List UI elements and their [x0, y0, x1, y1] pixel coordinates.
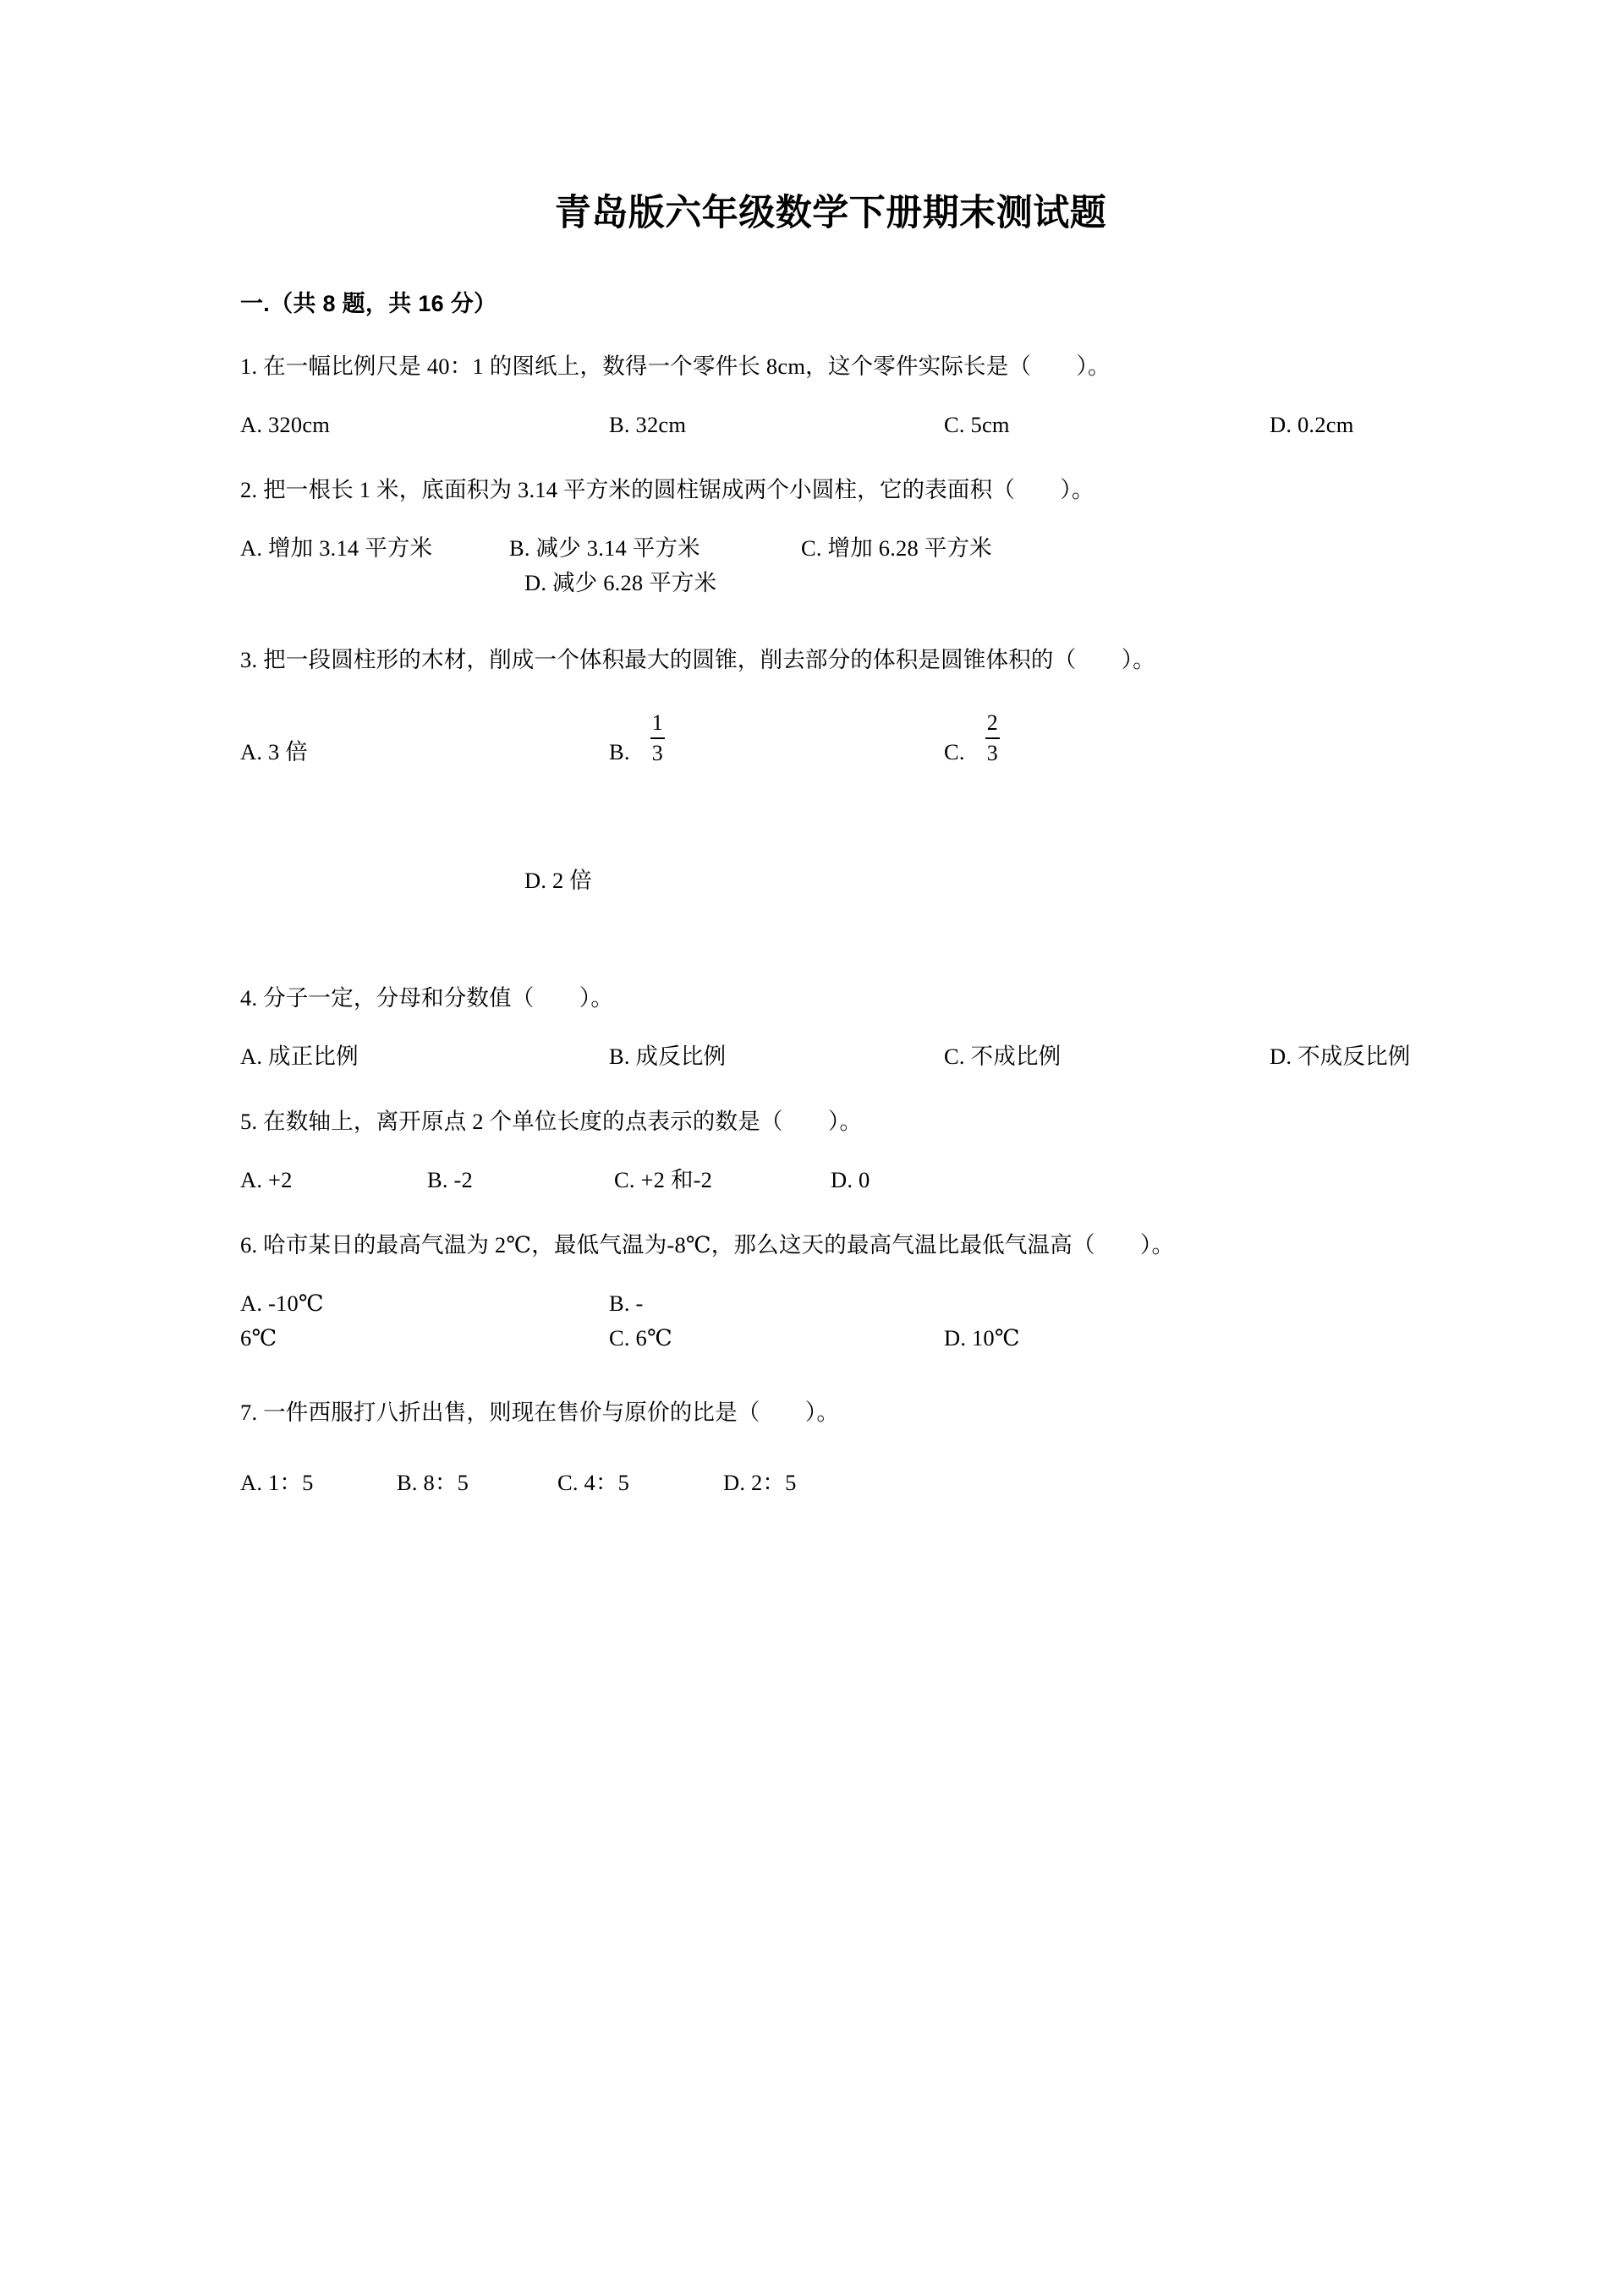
question-3-option-c[interactable] [944, 710, 1001, 789]
question-2-option-c[interactable]: C. 增加 6.28 平方米 [801, 535, 992, 562]
question-5-option-d[interactable]: D. 0 [831, 1167, 870, 1193]
question-4-option-c[interactable]: C. 不成比例 [944, 1044, 1062, 1070]
question-7-option-d[interactable]: D. 2：5 [723, 1469, 797, 1495]
question-5 [240, 1104, 1421, 1197]
question-6-option-c[interactable]: C. 6℃ [609, 1325, 672, 1351]
question-1-option-d-part1[interactable]: D. 0.2c [1270, 411, 1336, 437]
question-1 [240, 349, 1421, 442]
question-2-stem: 2. 把一根长 1 米，底面积为 3.14 平方米的圆柱锯成两个小圆柱，它的表面积（ ）。 [240, 476, 1095, 502]
question-2-option-a[interactable]: A. 增加 3.14 平方米 [240, 535, 433, 562]
question-2 [240, 473, 1421, 600]
fraction-one-third-icon [649, 711, 667, 765]
question-2-option-b[interactable]: B. 减少 3.14 平方米 [509, 535, 700, 562]
fraction-two-thirds-icon [984, 711, 1001, 765]
page-title: 青岛版六年级数学下册期末测试题 [554, 193, 1107, 233]
question-4-stem: 4. 分子一定，分母和分数值（ ）。 [240, 985, 614, 1011]
question-6-options [240, 1286, 1421, 1356]
question-7-options [240, 1466, 1421, 1500]
fraction-bar [985, 737, 1000, 739]
question-2-option-d[interactable]: D. 减少 6.28 平方米 [524, 570, 717, 596]
question-4-option-b[interactable]: B. 成反比例 [609, 1044, 727, 1070]
question-5-option-c[interactable]: C. +2 和-2 [614, 1167, 713, 1193]
question-7-stem: 7. 一件西服打八折出售，则现在售价与原价的比是（ ）。 [240, 1399, 840, 1425]
question-4-option-d-part1[interactable]: D. 不成反 [1270, 1044, 1366, 1070]
question-3-option-c-numerator: 2 [986, 710, 998, 736]
question-4-option-a[interactable]: A. 成正比例 [240, 1044, 359, 1070]
question-1-stem: 1. 在一幅比例尺是 40：1 的图纸上，数得一个零件长 8cm，这个零件实际长是（ ）。 [240, 353, 1111, 379]
question-1-option-c[interactable]: C. 5cm [944, 411, 1010, 437]
question-3-option-d[interactable]: D. 2 倍 [524, 868, 592, 894]
fraction-bar [650, 737, 665, 739]
section-header: 一.（共 8 题，共 16 分） [240, 290, 497, 316]
question-6-stem: 6. 哈市某日的最高气温为 2℃，最低气温为-8℃，那么这天的最高气温比最低气温高（ ）。 [240, 1232, 1175, 1258]
question-1-option-b[interactable]: B. 32cm [609, 411, 687, 437]
question-3-option-c-label: C. [944, 739, 965, 765]
question-3-option-d-row [240, 863, 1421, 898]
question-7-option-c[interactable]: C. 4：5 [557, 1469, 630, 1495]
question-7-option-b[interactable]: B. 8：5 [397, 1469, 469, 1495]
question-1-option-d-part2[interactable]: m [1336, 411, 1354, 437]
question-6-option-b-part1[interactable]: B. - [609, 1290, 644, 1317]
question-4-options [240, 1039, 1421, 1074]
question-5-option-a[interactable]: A. +2 [240, 1167, 293, 1193]
question-3-option-b[interactable] [609, 710, 944, 789]
question-3-option-b-numerator: 1 [651, 710, 663, 736]
question-1-option-a[interactable]: A. 320cm [240, 411, 331, 437]
question-7-option-a[interactable]: A. 1：5 [240, 1469, 314, 1495]
question-3-option-c-denominator: 3 [986, 741, 998, 766]
question-3-option-a[interactable]: A. 3 倍 [240, 739, 308, 765]
question-6 [240, 1228, 1421, 1356]
question-3-stem: 3. 把一段圆柱形的木材，削成一个体积最大的圆锥，削去部分的体积是圆锥体积的（ ）。 [240, 647, 1155, 673]
question-5-option-b[interactable]: B. -2 [427, 1167, 473, 1193]
question-5-stem: 5. 在数轴上，离开原点 2 个单位长度的点表示的数是（ ）。 [240, 1109, 863, 1135]
question-5-options [240, 1163, 1421, 1197]
question-3 [240, 631, 1421, 898]
page-content [240, 0, 1421, 1500]
question-6-option-b-part2[interactable]: 6℃ [240, 1325, 277, 1351]
question-1-options [240, 408, 1421, 442]
question-3-option-b-denominator: 3 [651, 741, 663, 766]
question-6-option-a[interactable]: A. -10℃ [240, 1290, 324, 1317]
question-6-option-d[interactable]: D. 10℃ [944, 1325, 1020, 1351]
question-7 [240, 1395, 1421, 1500]
question-4-option-d-part2[interactable]: 比例 [1365, 1044, 1411, 1070]
question-3-options [240, 710, 1421, 813]
question-4 [240, 981, 1421, 1074]
question-3-option-b-label: B. [609, 739, 630, 765]
question-2-options [240, 531, 1421, 600]
